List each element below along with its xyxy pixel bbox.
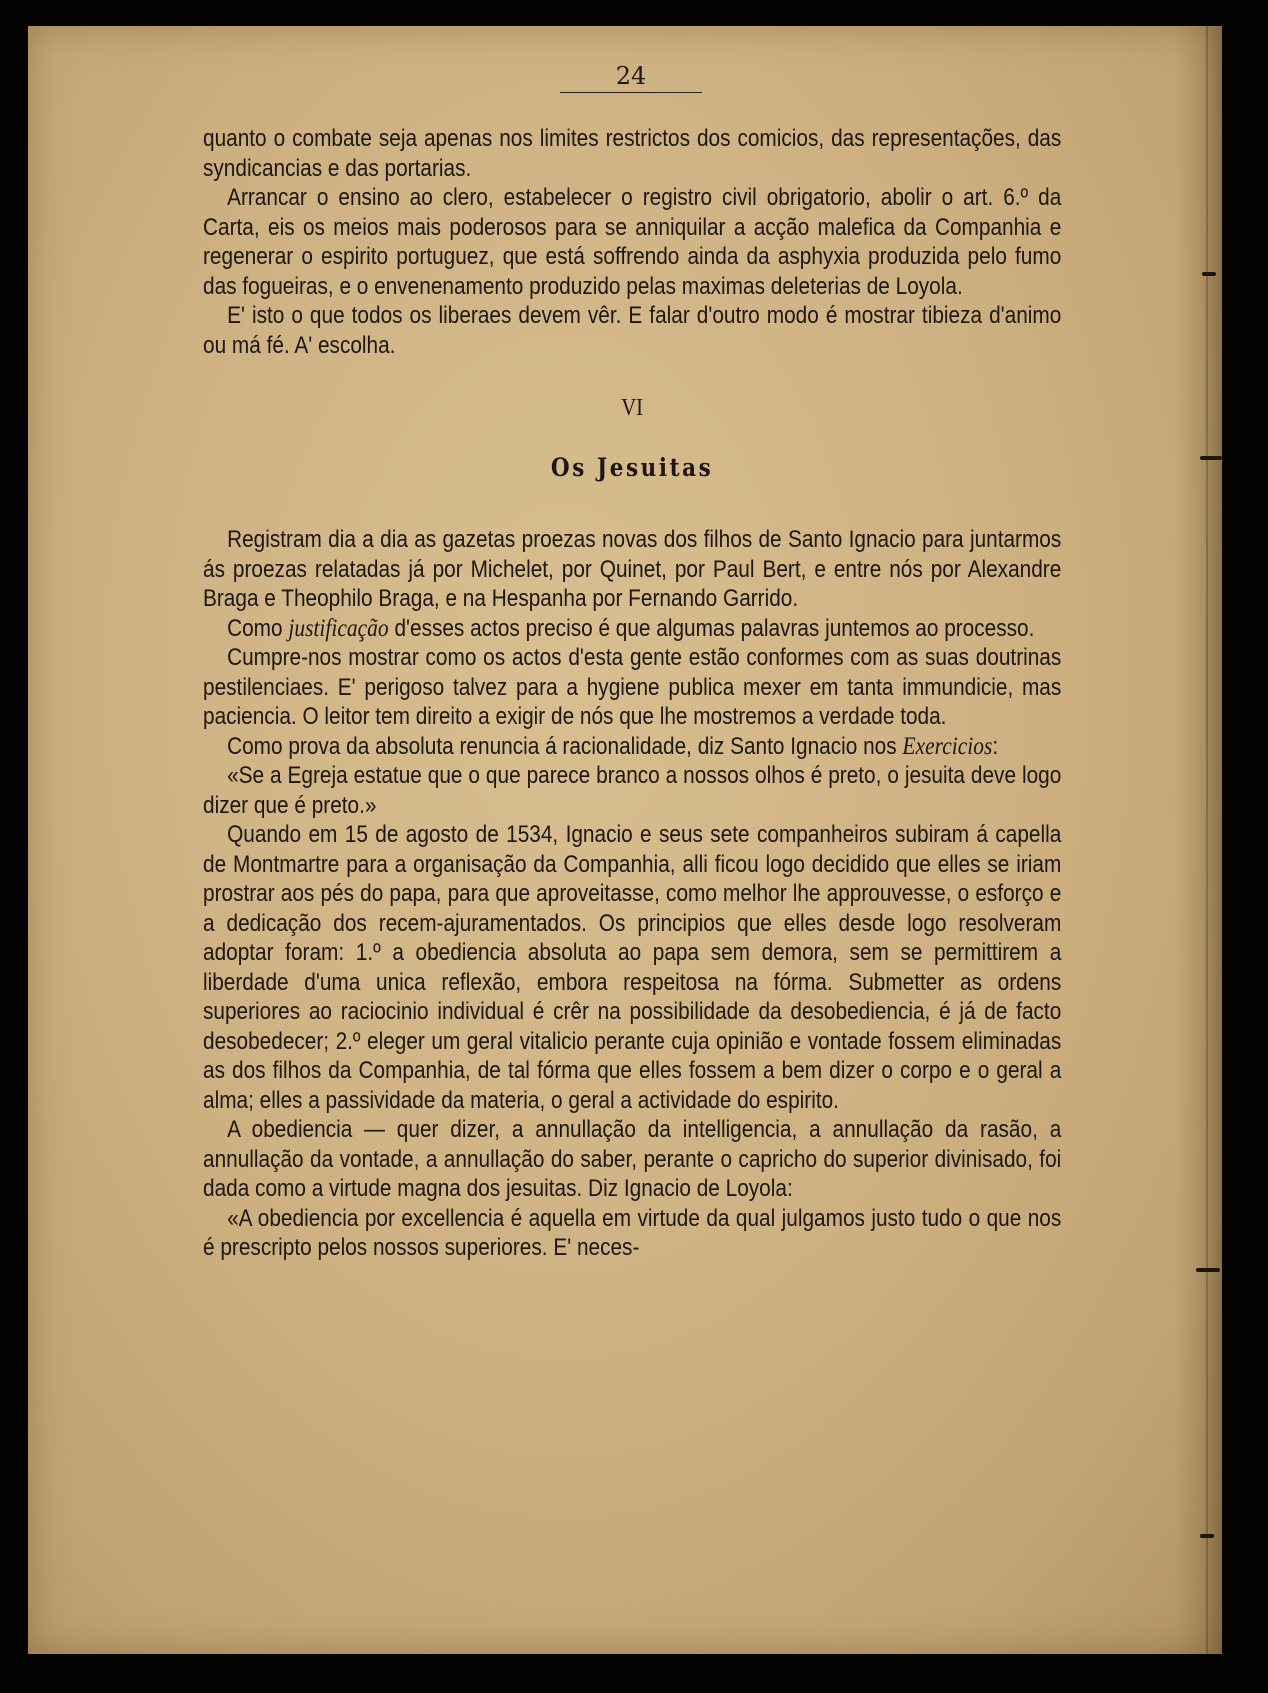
paragraph: quanto o combate seja apenas nos limites restrictos dos comicios, das representações, das syndicancias e das portarias. — [203, 125, 1062, 182]
paragraph — [203, 614, 1061, 644]
paragraph: E' isto o que todos os liberaes devem vêr. E falar d'outro modo é mostrar tibieza d'animo ou má fé. A' escolha. — [203, 302, 1062, 359]
paragraph: Cumpre-nos mostrar como os actos d'esta gente estão conformes com as suas doutrinas pestilenciaes. E' perigoso talvez para a hygiene publica mexer em tanta immundicie, mas paciencia. O leitor tem direito a exigir de nós que lhe mostremos a verdade toda. — [203, 644, 1062, 730]
paragraph-text: : — [992, 732, 999, 760]
page-body — [203, 124, 1061, 1263]
paragraph: Registram dia a dia as gazetas proezas novas dos filhos de Santo Ignacio para juntarmos ás proezas relatadas já por Michelet, por Quinet, por Paul Bert, e entre nós por Alexandre Braga e Theophilo Braga, e na Hespanha por Fernando Garrido. — [203, 526, 1062, 612]
paragraph — [203, 732, 1061, 762]
chapter-title: Os Jesuitas — [550, 453, 714, 482]
page-number: 24 — [560, 62, 702, 93]
margin-mark — [1200, 456, 1222, 460]
chapter-number: VI — [621, 395, 644, 421]
paragraph-text: Como prova da absoluta renuncia á racionalidade, diz Santo Ignacio nos — [227, 732, 903, 760]
paragraph: A obediencia — quer dizer, a annullação da intelligencia, a annullação da rasão, a annullação da vontade, a annullação do saber, perante o capricho do superior divinisado, foi dada como a virtude magna dos jesuitas. Diz Ignacio de Loyola: — [203, 1116, 1062, 1202]
quotation: «Se a Egreja estatue que o que parece branco a nossos olhos é preto, o jesuita deve logo dizer que é preto.» — [203, 762, 1062, 819]
paragraph: Arrancar o ensino ao clero, estabelecer o registro civil obrigatorio, abolir o art. 6.º da Carta, eis os meios mais poderosos para se anniquilar a acção malefica da Companhia e regenerar o espirito portuguez, que está soffrendo ainda da asphyxia produzida pelo fumo das fogueiras, e o envenenamento produzido pelas maximas deleterias de Loyola. — [203, 184, 1062, 300]
page-edge-shadow — [1174, 26, 1222, 1654]
paragraph-text: Como — [227, 614, 289, 642]
italic-term: Exercicios — [902, 732, 993, 760]
italic-term: justificação — [288, 614, 389, 642]
margin-mark — [1196, 1268, 1220, 1272]
margin-mark — [1202, 272, 1216, 276]
margin-mark — [1200, 1534, 1214, 1538]
quotation: «A obediencia por excellencia é aquella em virtude da qual julgamos justo tudo o que nos é prescripto pelos nossos superiores. E' neces- — [203, 1204, 1062, 1261]
paragraph-text: d'esses actos preciso é que algumas palavras juntemos ao processo. — [388, 614, 1035, 642]
page-fold-line — [1206, 26, 1208, 1654]
paragraph: Quando em 15 de agosto de 1534, Ignacio e seus sete companheiros subiram á capella de Montmartre para a organisação da Companhia, alli ficou logo decidido que elles se iriam prostrar aos pés do papa, para que aproveitasse, como melhor lhe approuvesse, o esforço e a dedicação dos recem-ajuramentados. Os principios que elles desde logo resolveram adoptar foram: 1.º a obediencia absoluta ao papa sem demora, sem se permittirem a liberdade d'uma unica reflexão, embora respeitosa na fórma. Submetter as ordens superiores ao raciocinio individual é crêr na possibilidade da desobediencia, é já de facto desobedecer; 2.º eleger um geral vitalicio perante cuja opinião e vontade fossem eliminadas as dos filhos da Companhia, de tal fórma que elles fossem a bem dizer o corpo e o geral a alma; elles a passividade da materia, o geral a actividade do espirito. — [203, 821, 1062, 1114]
